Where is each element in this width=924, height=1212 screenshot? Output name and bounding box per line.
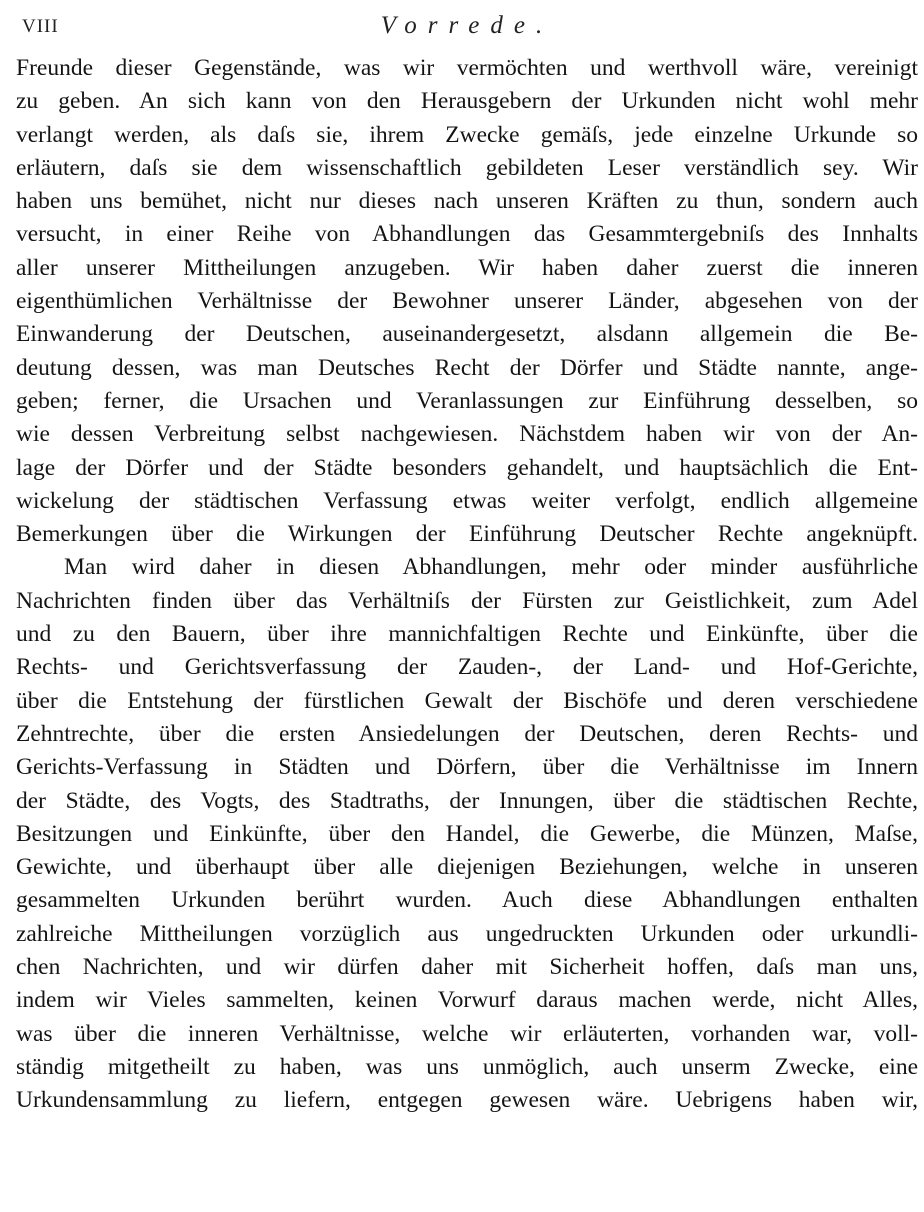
text-line: Besitzungen und Einkünfte, über den Handel, die Gewerbe, die Münzen, Maſse, [16,820,918,847]
text-line: wickelung der städtischen Verfassung etwas weiter verfolgt, endlich allgemeine [16,487,918,514]
text-line: verlangt werden, als daſs sie, ihrem Zwecke gemäſs, jede einzelne Urkunde so [16,121,918,148]
text-line: indem wir Vieles sammelten, keinen Vorwurf daraus machen werde, nicht Alles, [16,987,918,1014]
text-line: erläutern, daſs sie dem wissenschaftlich gebildeten Leser verständlich sey. Wir [16,154,918,181]
page-number: VIII [22,16,59,37]
text-line: Man wird daher in diesen Abhandlungen, mehr oder minder ausführliche [64,554,918,581]
text-line: deutung dessen, was man Deutsches Recht der Dörfer und Städte nannte, ange- [16,354,918,381]
text-line: Freunde dieser Gegenstände, was wir vermöchten und werthvoll wäre, vereinigt [16,55,918,81]
text-line: was über die inneren Verhältnisse, welche wir erläuterten, vorhanden war, voll- [16,1020,918,1047]
text-line: ständig mitgetheilt zu haben, was uns unmöglich, auch unserm Zwecke, eine [16,1053,918,1080]
page-header [16,0,918,52]
text-line: der Städte, des Vogts, des Stadtraths, der Innungen, über die städtischen Rechte, [16,787,918,814]
text-line: Einwanderung der Deutschen, auseinandergesetzt, alsdann allgemein die Be- [16,321,918,348]
text-line: Nachrichten finden über das Verhältniſs der Fürsten zur Geistlichkeit, zum Adel [16,587,918,614]
running-title: Vorrede. [380,12,554,39]
body-text [16,52,918,1118]
text-line: zu geben. An sich kann von den Herausgebern der Urkunden nicht wohl mehr [16,88,918,115]
text-line: Bemerkungen über die Wirkungen der Einführung Deutscher Rechte angeknüpft. [16,521,918,548]
text-line: zahlreiche Mittheilungen vorzüglich aus ungedruckten Urkunden oder urkundli- [16,920,918,947]
text-line: Urkundensammlung zu liefern, entgegen gewesen wäre. Uebrigens haben wir, [16,1087,918,1114]
text-line: lage der Dörfer und der Städte besonders gehandelt, und hauptsächlich die Ent- [16,454,918,481]
text-line: Gerichts-Verfassung in Städten und Dörfern, über die Verhältnisse im Innern [16,754,918,781]
text-line: wie dessen Verbreitung selbst nachgewiesen. Nächstdem haben wir von der An- [16,421,918,448]
text-line: geben; ferner, die Ursachen und Veranlassungen zur Einführung desselben, so [16,387,918,414]
text-line: chen Nachrichten, und wir dürfen daher mit Sicherheit hoffen, daſs man uns, [16,954,918,981]
text-line: Zehntrechte, über die ersten Ansiedelungen der Deutschen, deren Rechts- und [16,720,918,747]
text-line: Gewichte, und überhaupt über alle diejenigen Beziehungen, welche in unseren [16,854,918,881]
text-line: versucht, in einer Reihe von Abhandlungen das Gesammtergebniſs des Innhalts [16,221,918,248]
text-line: eigenthümlichen Verhältnisse der Bewohner unserer Länder, abgesehen von der [16,288,918,315]
text-line: und zu den Bauern, über ihre mannichfaltigen Rechte und Einkünfte, über die [16,621,918,648]
text-line: Rechts- und Gerichtsverfassung der Zauden-, der Land- und Hof-Gerichte, [16,654,918,681]
text-line: aller unserer Mittheilungen anzugeben. Wir haben daher zuerst die inneren [16,254,918,281]
text-line: gesammelten Urkunden berührt wurden. Auch diese Abhandlungen enthalten [16,887,918,914]
text-line: haben uns bemühet, nicht nur dieses nach unseren Kräften zu thun, sondern auch [16,188,918,215]
text-line: über die Entstehung der fürstlichen Gewalt der Bischöfe und deren verschiedene [16,687,918,714]
